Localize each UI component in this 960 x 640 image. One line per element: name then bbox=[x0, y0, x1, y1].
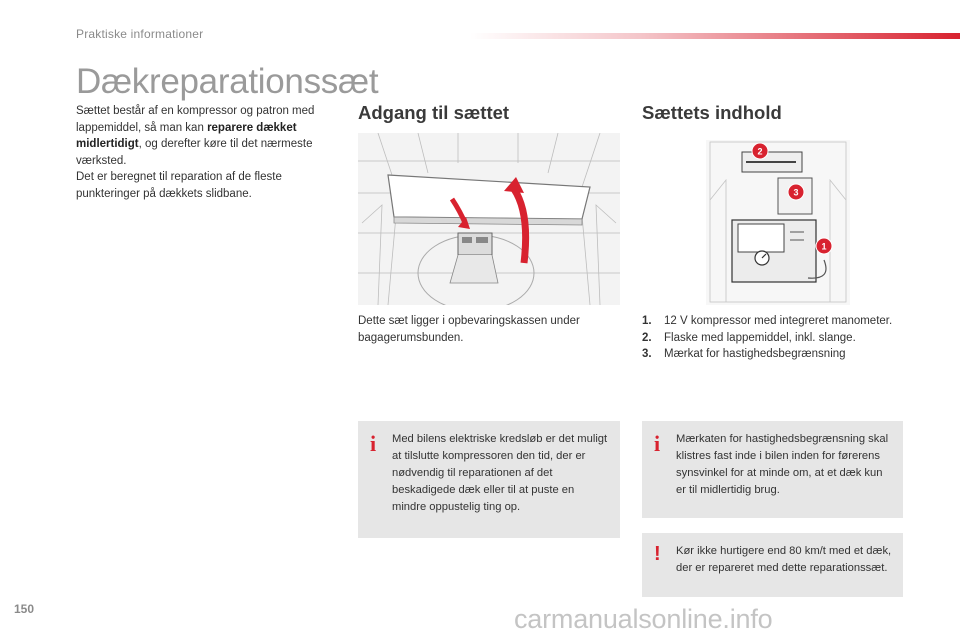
warning-icon: ! bbox=[654, 543, 661, 565]
sticker-info-box bbox=[642, 421, 903, 518]
list-item: 2. Flaske med lappemiddel, inkl. slange. bbox=[642, 331, 856, 344]
info-icon: i bbox=[370, 431, 377, 456]
kit-illustration bbox=[706, 140, 850, 305]
sticker-info-text: Mærkaten for hastighedsbegrænsning skal klistres fast inde i bilen inden for førerens synsvinkel for at minde om, at et dæk kun er til midlertidig brug. bbox=[676, 433, 889, 496]
intro-emphasis: reparere dækket midlertidigt bbox=[76, 121, 297, 150]
header-accent-bar bbox=[470, 33, 960, 39]
info-icon: i bbox=[654, 431, 661, 456]
intro-paragraph-2: Det er beregnet til reparation af de fleste punkteringer på dækkets slidbane. bbox=[76, 171, 282, 200]
speed-warning-text: Kør ikke hurtigere end 80 km/t med et dæk, der er repareret med dette reparationssæt. bbox=[676, 545, 892, 574]
section-header: Praktiske informationer bbox=[76, 27, 204, 41]
page-number: 150 bbox=[14, 602, 35, 616]
callout-2: 2 bbox=[757, 146, 763, 157]
watermark: carmanualsonline.info bbox=[514, 604, 773, 634]
intro-paragraph-1: Sættet består af en kompressor og patron med lappemiddel, så man kan reparere dækket midlertidigt, og derefter køre til det nærmeste værksted. bbox=[76, 105, 315, 167]
page-title: Dækreparationssæt bbox=[76, 62, 379, 101]
callout-1: 1 bbox=[821, 241, 827, 252]
list-item: 1. 12 V kompressor med integreret manometer. bbox=[642, 315, 893, 327]
list-item: 3. Mærkat for hastighedsbegrænsning bbox=[642, 348, 846, 360]
access-description: Dette sæt ligger i opbevaringskassen under bagagerumsbunden. bbox=[358, 315, 580, 344]
speed-warning-box bbox=[642, 533, 903, 597]
access-info-text: Med bilens elektriske kredsløb er det muligt at tilslutte kompressoren den tid, der er nødvendig til reparationen af det beskadigede dæk eller til at puste en mindre oppustelig ting op. bbox=[392, 433, 608, 513]
intro-text bbox=[76, 103, 341, 202]
access-section-title: Adgang til sættet bbox=[358, 102, 510, 123]
contents-section-title: Sættets indhold bbox=[642, 102, 782, 123]
contents-list bbox=[642, 313, 902, 363]
access-info-box bbox=[358, 421, 620, 538]
callout-3: 3 bbox=[793, 187, 799, 198]
trunk-illustration bbox=[358, 133, 620, 305]
